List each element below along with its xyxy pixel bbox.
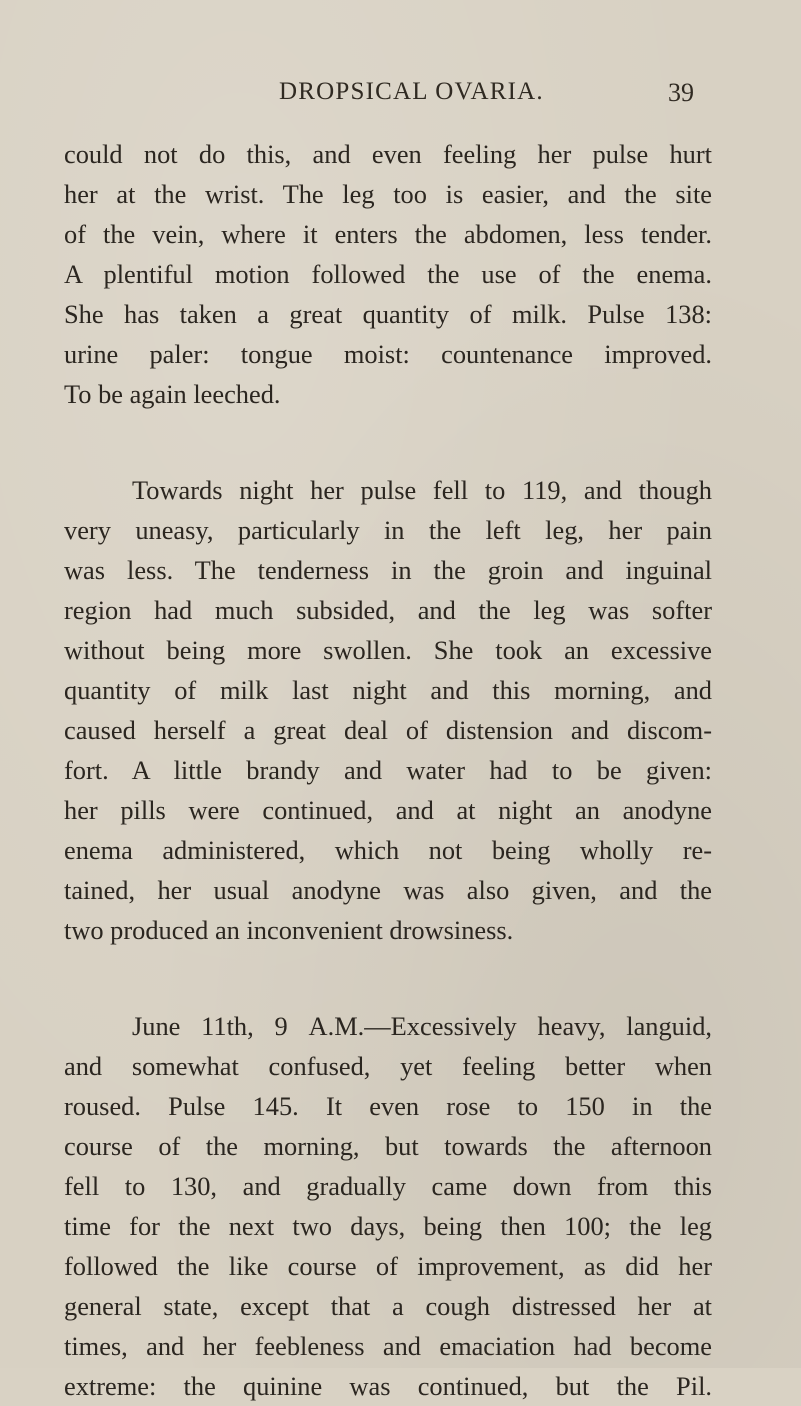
text-line: could not do this, and even feeling her pulse hurt	[64, 139, 712, 169]
text-line: time for the next two days, being then 100; the leg	[64, 1211, 712, 1241]
text-line: two produced an inconvenient drowsiness.	[64, 915, 514, 945]
text-line: tained, her usual anodyne was also given, and the	[64, 875, 712, 905]
text-line: fort. A little brandy and water had to be given:	[64, 755, 712, 785]
entry-date: June 11th, 9	[132, 1011, 309, 1041]
text-line-dated	[64, 1006, 712, 1046]
paragraph-3	[64, 1006, 712, 1406]
running-head	[0, 78, 801, 118]
running-title: DROPSICAL OVARIA.	[279, 78, 544, 105]
text-line: Towards night her pulse fell to 119, and though	[132, 475, 712, 505]
text-line: followed the like course of improvement, as did her	[64, 1251, 712, 1281]
text-line: her pills were continued, and at night an anodyne	[64, 795, 712, 825]
page-number: 39	[668, 78, 694, 107]
paragraph-gap	[64, 414, 712, 470]
text-line: She has taken a great quantity of milk. Pulse 138:	[64, 299, 712, 329]
text-line: A plentiful motion followed the use of the enema.	[64, 259, 712, 289]
text-line: quantity of milk last night and this morning, and	[64, 675, 712, 705]
text-line: caused herself a great deal of distension and discom-	[64, 715, 712, 745]
text-line: region had much subsided, and the leg was softer	[64, 595, 712, 625]
text-line: times, and her feebleness and emaciation had become	[64, 1331, 712, 1361]
text-line: her at the wrist. The leg too is easier, and the site	[64, 179, 712, 209]
text-line: fell to 130, and gradually came down from this	[64, 1171, 712, 1201]
text-line: very uneasy, particularly in the left leg, her pain	[64, 515, 712, 545]
body-text	[64, 134, 712, 1406]
time-of-day: A.M.	[308, 1011, 365, 1041]
text-line: general state, except that a cough distressed her at	[64, 1291, 712, 1321]
text-line: was less. The tenderness in the groin and inguinal	[64, 555, 712, 585]
text-line: course of the morning, but towards the afternoon	[64, 1131, 712, 1161]
entry-text: —Excessively heavy, languid,	[364, 1011, 712, 1041]
text-line: urine paler: tongue moist: countenance improved.	[64, 339, 712, 369]
text-line: without being more swollen. She took an excessive	[64, 635, 712, 665]
text-line: and somewhat confused, yet feeling better when	[64, 1051, 712, 1081]
text-line: of the vein, where it enters the abdomen, less tender.	[64, 219, 712, 249]
paragraph-2	[64, 470, 712, 950]
text-line: roused. Pulse 145. It even rose to 150 in the	[64, 1091, 712, 1121]
text-line: To be again leeched.	[64, 379, 281, 409]
paragraph-1	[64, 134, 712, 414]
text-line: extreme: the quinine was continued, but the Pil.	[64, 1371, 712, 1401]
text-line: enema administered, which not being wholly re-	[64, 835, 712, 865]
paragraph-gap	[64, 950, 712, 1006]
